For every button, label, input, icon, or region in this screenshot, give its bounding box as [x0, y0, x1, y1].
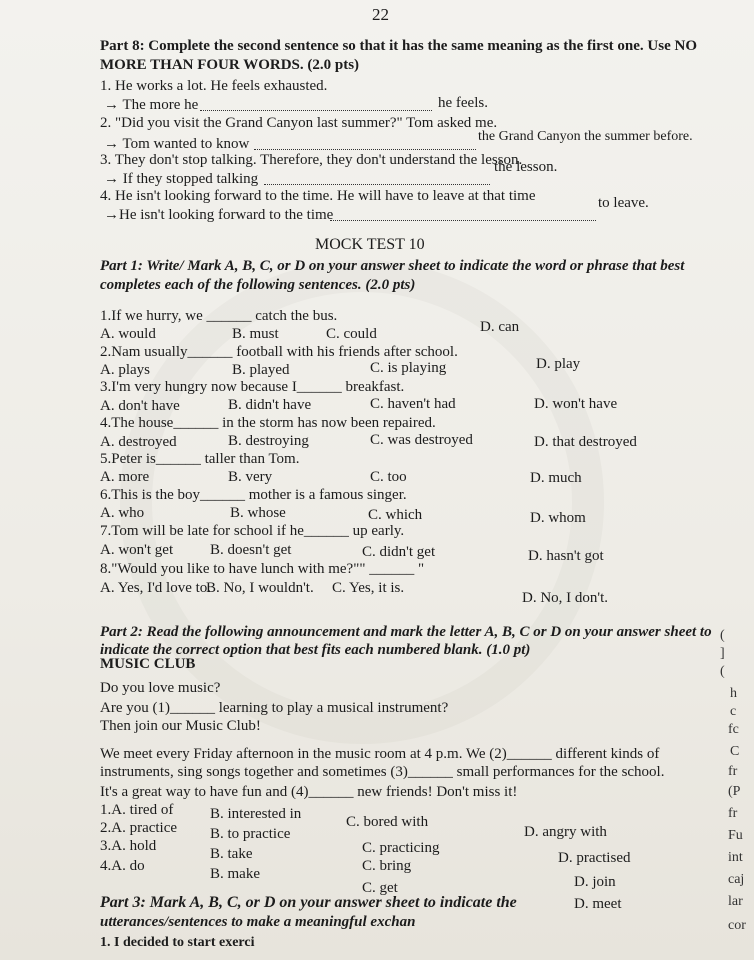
answer-line-3: [264, 184, 490, 185]
q5-option-d: D. much: [530, 470, 582, 486]
p2-q4-option-c: C. get: [362, 880, 398, 896]
q5-option-b: B. very: [228, 469, 273, 485]
passage-line-3: Then join our Music Club!: [100, 718, 261, 734]
part1-heading-line2: completes each of the following sentences. (2.0 pts): [100, 277, 416, 293]
edge-fragment: fr: [728, 806, 738, 821]
q2-option-a: A. plays: [100, 362, 150, 378]
part8-a2-start: → Tom wanted to know: [104, 136, 250, 152]
q7-option-d: D. hasn't got: [528, 548, 604, 564]
passage-line-6: It's a great way to have fun and (4)______ new friends! Don't miss it!: [100, 784, 518, 800]
edge-fragment: c: [730, 704, 737, 719]
edge-fragment: fr: [728, 764, 738, 779]
q1-option-c: C. could: [326, 326, 377, 342]
page-number: 22: [372, 5, 389, 24]
part8-q4: 4. He isn't looking forward to the time. He will have to leave at that time: [100, 188, 536, 204]
q5-option-a: A. more: [100, 469, 150, 485]
question-1: 1.If we hurry, we ______ catch the bus.: [100, 308, 338, 324]
q2-option-b: B. played: [232, 362, 290, 378]
q4-option-b: B. destroying: [228, 433, 309, 449]
q1-option-a: A. would: [100, 326, 156, 342]
part1-heading-line1: Part 1: Write/ Mark A, B, C, or D on your answer sheet to indicate the word or phrase that best: [100, 258, 685, 274]
edge-fragment: C: [730, 744, 740, 759]
q6-option-d: D. whom: [530, 510, 586, 526]
answer-line-1: [200, 110, 432, 111]
edge-fragment: (P: [728, 784, 741, 799]
question-5: 5.Peter is______ taller than Tom.: [100, 451, 300, 467]
p2-q3-option-b: B. take: [210, 846, 253, 862]
passage-line-4: We meet every Friday afternoon in the music room at 4 p.m. We (2)______ different kinds of: [100, 746, 660, 762]
p2-q1-option-c: C. bored with: [346, 814, 429, 830]
part2-heading-line2: indicate the correct option that best fits each numbered blank. (1.0 pt): [100, 642, 531, 658]
part8-a1-end: he feels.: [438, 95, 488, 111]
q3-option-b: B. didn't have: [228, 397, 312, 413]
answer-line-4: [330, 220, 596, 221]
q5-option-c: C. too: [370, 469, 407, 485]
q4-option-d: D. that destroyed: [534, 434, 637, 450]
part8-a4-end: to leave.: [598, 195, 649, 211]
p2-q4-option-b: B. make: [210, 866, 260, 882]
part8-a3-start: → If they stopped talking: [104, 171, 259, 187]
q8-option-c: C. Yes, it is.: [332, 580, 405, 596]
q7-option-c: C. didn't get: [362, 544, 436, 560]
answer-line-2: [254, 149, 476, 150]
q6-option-c: C. which: [368, 507, 423, 523]
edge-fragment: (: [720, 664, 725, 679]
p2-q1-option-a: 1.A. tired of: [100, 802, 174, 818]
part2-heading-line1: Part 2: Read the following announcement and mark the letter A, B, C or D on your answer sheet to: [100, 624, 712, 640]
part8-q3: 3. They don't stop talking. Therefore, they don't understand the lesson.: [100, 152, 523, 168]
passage-line-1: Do you love music?: [100, 680, 221, 696]
q7-option-a: A. won't get: [100, 542, 174, 558]
p2-q2-option-d: D. practised: [558, 850, 631, 866]
edge-fragment: Fu: [728, 828, 743, 843]
q1-option-d: D. can: [480, 319, 520, 335]
q6-option-a: A. who: [100, 505, 145, 521]
p2-q2-option-c: C. practicing: [362, 840, 440, 856]
p2-q4-option-a: 4.A. do: [100, 858, 145, 874]
part8-heading-line1: Part 8: Complete the second sentence so that it has the same meaning as the first one. Use NO: [100, 38, 698, 54]
p2-q1-option-b: B. interested in: [210, 806, 302, 822]
q3-option-d: D. won't have: [534, 396, 618, 412]
edge-fragment: lar: [728, 894, 743, 909]
passage-line-5: instruments, sing songs together and sometimes (3)______ small performances for the school.: [100, 764, 665, 780]
edge-fragment: (: [720, 628, 725, 643]
mock-test-title: MOCK TEST 10: [315, 236, 425, 253]
p2-q3-option-c: C. bring: [362, 858, 412, 874]
question-6: 6.This is the boy______ mother is a famous singer.: [100, 487, 407, 503]
p2-q3-option-a: 3.A. hold: [100, 838, 157, 854]
p2-q2-option-b: B. to practice: [210, 826, 291, 842]
part8-q1: 1. He works a lot. He feels exhausted.: [100, 78, 328, 94]
q2-option-c: C. is playing: [370, 360, 447, 376]
question-7: 7.Tom will be late for school if he______ up early.: [100, 523, 405, 539]
question-4: 4.The house______ in the storm has now been repaired.: [100, 415, 436, 431]
edge-fragment: fc: [728, 722, 739, 737]
q4-option-c: C. was destroyed: [370, 432, 473, 448]
part8-a4-start: →He isn't looking forward to the time: [104, 207, 334, 223]
edge-fragment: cor: [728, 918, 746, 933]
question-8: 8."Would you like to have lunch with me?"" ______ ": [100, 561, 425, 577]
q8-option-d: D. No, I don't.: [522, 590, 609, 606]
edge-fragment: int: [728, 850, 743, 865]
p2-q3-option-d: D. join: [574, 874, 616, 890]
edge-fragment: h: [730, 686, 737, 701]
q7-option-b: B. doesn't get: [210, 542, 292, 558]
part8-a1-start: → The more he: [104, 97, 199, 113]
q8-option-b: B. No, I wouldn't.: [206, 580, 314, 596]
p2-q2-option-a: 2.A. practice: [100, 820, 178, 836]
p2-q4-option-d: D. meet: [574, 896, 622, 912]
question-2: 2.Nam usually______ football with his friends after school.: [100, 344, 458, 360]
q8-option-a: A. Yes, I'd love to.: [100, 580, 212, 596]
passage-line-2: Are you (1)______ learning to play a musical instrument?: [100, 700, 449, 716]
q2-option-d: D. play: [536, 356, 581, 372]
club-title: MUSIC CLUB: [100, 656, 196, 672]
part8-q2: 2. "Did you visit the Grand Canyon last summer?" Tom asked me.: [100, 115, 498, 131]
question-3: 3.I'm very hungry now because I______ breakfast.: [100, 379, 405, 395]
part8-a3-end: the lesson.: [494, 159, 558, 175]
q4-option-a: A. destroyed: [100, 434, 177, 450]
q3-option-a: A. don't have: [100, 398, 180, 414]
part3-heading-line2: utterances/sentences to make a meaningful exchan: [100, 914, 416, 930]
edge-fragment: caj: [728, 872, 745, 887]
edge-fragment: ]: [720, 646, 725, 661]
part3-heading-line1: Part 3: Mark A, B, C, or D on your answer sheet to indicate the: [100, 894, 517, 911]
part8-heading-line2: MORE THAN FOUR WORDS. (2.0 pts): [100, 57, 360, 73]
q1-option-b: B. must: [232, 326, 279, 342]
part8-a2-end: the Grand Canyon the summer before.: [478, 129, 693, 144]
p2-q1-option-d: D. angry with: [524, 824, 607, 840]
part3-first-item: 1. I decided to start exerci: [100, 935, 255, 950]
q3-option-c: C. haven't had: [370, 396, 456, 412]
q6-option-b: B. whose: [230, 505, 286, 521]
